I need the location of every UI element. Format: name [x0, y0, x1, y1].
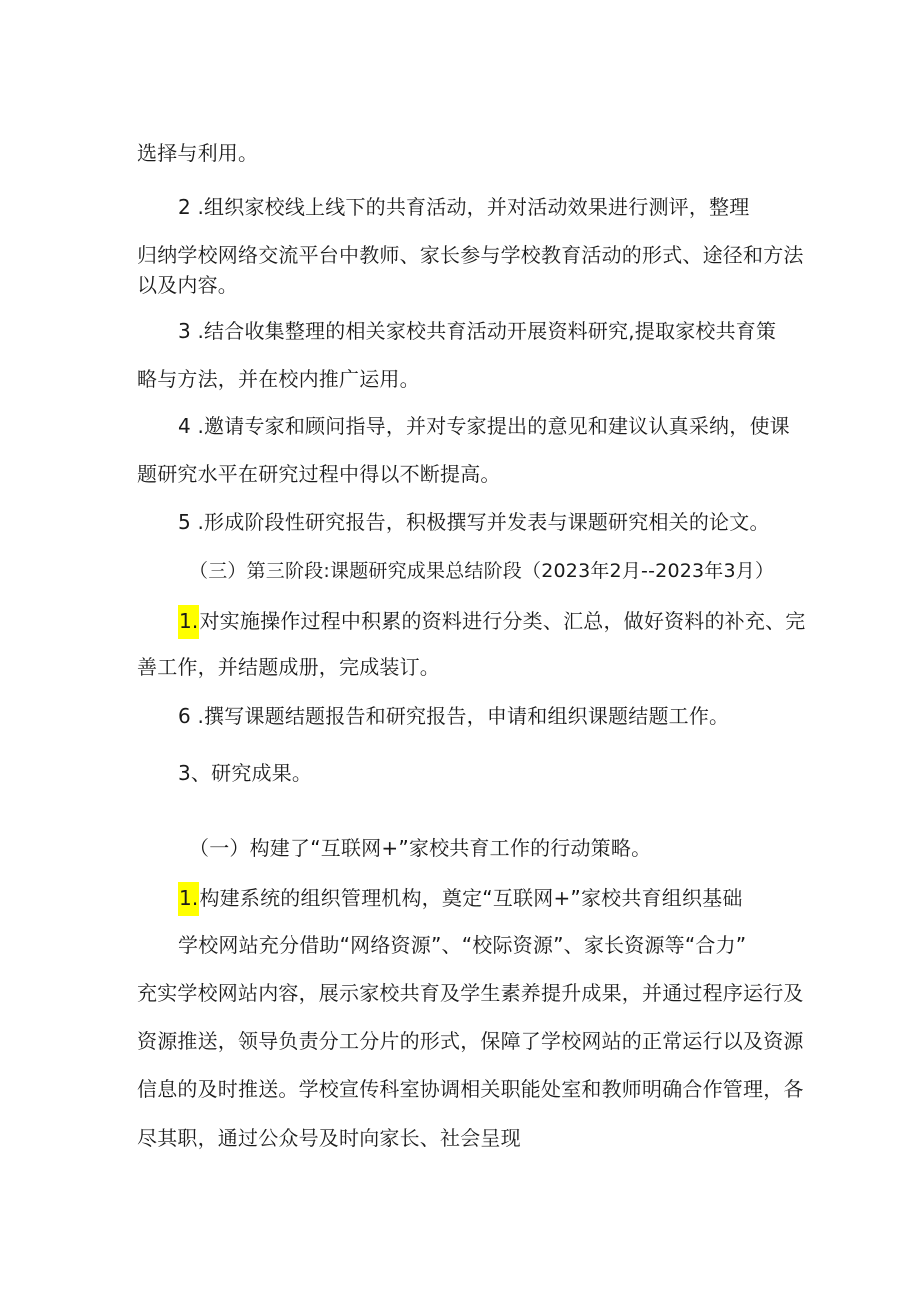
paragraph-text: 构建系统的组织管理机构，奠定“互联网+”家校共育组织基础 — [199, 886, 743, 910]
paragraph-text: 对实施操作过程中积累的资料进行分类、汇总，做好资料的补充、完 — [199, 609, 806, 633]
section-heading: （三）第三阶段:课题研究成果总结阶段（2023年2月--2023年3月） — [189, 560, 775, 582]
paragraph-line: 题研究水平在研究过程中得以不断提高。 — [137, 462, 501, 486]
highlighted-number: 1. — [178, 882, 199, 916]
paragraph-line: 善工作，并结题成册，完成装订。 — [137, 655, 440, 679]
paragraph-line: 归纳学校网络交流平台中教师、家长参与学校教育活动的形式、途径和方法 — [137, 243, 804, 267]
paragraph-line: 充实学校网站内容，展示家校共育及学生素养提升成果，并通过程序运行及 — [137, 981, 804, 1005]
paragraph-line: 信息的及时推送。学校宣传科室协调相关职能处室和教师明确合作管理，各 — [137, 1077, 804, 1101]
paragraph-line: 选择与利用。 — [137, 141, 259, 165]
paragraph-line — [178, 605, 805, 639]
highlighted-number: 1. — [178, 605, 199, 639]
section-heading: （一）构建了“互联网+”家校共育工作的行动策略。 — [189, 836, 652, 860]
paragraph-line: 5 .形成阶段性研究报告，积极撰写并发表与课题研究相关的论文。 — [178, 510, 770, 534]
paragraph-line — [178, 882, 743, 916]
paragraph-line: 3 .结合收集整理的相关家校共育活动开展资料研究,提取家校共育策 — [178, 319, 777, 343]
section-heading: 3、研究成果。 — [178, 761, 313, 785]
paragraph-line: 学校网站充分借助“网络资源”、“校际资源”、家长资源等“合力” — [178, 933, 747, 957]
paragraph-line: 尽其职，通过公众号及时向家长、社会呈现 — [137, 1126, 521, 1150]
paragraph-line: 略与方法，并在校内推广运用。 — [137, 367, 420, 391]
paragraph-line: 4 .邀请专家和顾问指导，并对专家提出的意见和建议认真采纳，使课 — [178, 414, 790, 438]
paragraph-line: 以及内容。 — [137, 273, 238, 297]
paragraph-line: 6 .撰写课题结题报告和研究报告，申请和组织课题结题工作。 — [178, 704, 730, 728]
paragraph-line: 资源推送，领导负责分工分片的形式，保障了学校网站的正常运行以及资源 — [137, 1029, 804, 1053]
paragraph-line: 2 .组织家校线上线下的共育活动，并对活动效果进行测评，整理 — [178, 195, 750, 219]
